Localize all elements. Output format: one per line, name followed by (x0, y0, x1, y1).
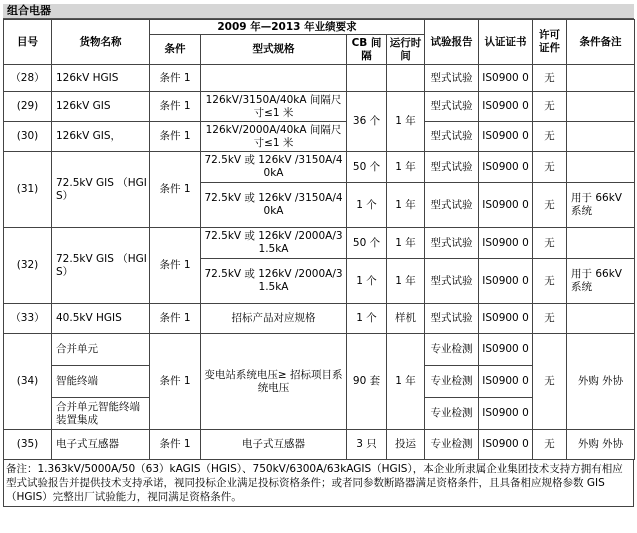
item-no: (35) (4, 430, 52, 460)
runtime: 1 年 (387, 183, 425, 228)
spec-sheet (3, 4, 634, 507)
condition-note (567, 304, 635, 334)
condition-note (567, 92, 635, 122)
test-report: 专业检测 (425, 334, 479, 366)
cb-count: 1 个 (347, 183, 387, 228)
test-report: 专业检测 (425, 366, 479, 398)
license: 无 (533, 65, 567, 92)
model-spec: 126kV/3150A/40kA 间隔尺寸≤1 米 (201, 92, 347, 122)
test-report: 型式试验 (425, 65, 479, 92)
requirements-table (3, 19, 635, 460)
license: 无 (533, 259, 567, 304)
runtime: 样机 (387, 304, 425, 334)
license: 无 (533, 334, 567, 430)
model-spec: 电子式互感器 (201, 430, 347, 460)
cb-count: 1 个 (347, 304, 387, 334)
goods-name: 126kV GIS， (52, 122, 150, 152)
model-spec: 72.5kV 或 126kV /3150A/40kA (201, 183, 347, 228)
cb-count: 36 个 (347, 92, 387, 152)
goods-name: 智能终端 (52, 366, 150, 398)
model-spec: 变电站系统电压≥ 招标项目系统电压 (201, 334, 347, 430)
item-no: （33） (4, 304, 52, 334)
goods-name: 电子式互感器 (52, 430, 150, 460)
test-report: 型式试验 (425, 304, 479, 334)
header-runtime: 运行时间 (387, 35, 425, 65)
condition: 条件 1 (150, 65, 201, 92)
model-spec (201, 65, 347, 92)
certificate: IS0900 0 (479, 183, 533, 228)
condition-note (567, 228, 635, 259)
test-report: 专业检测 (425, 398, 479, 430)
footnote: 备注：1.363kV/5000A/50（63）kAGIS（HGIS）、750kV/6300A/63kAGIS（HGIS），本企业所隶属企业集团技术支持方拥有相应型式试验报告并提供技术支持承诺，视同投标企业满足投标资格条件；或者同参数断路器满足资格条件，且具备相应规格参数 GIS（HGIS）完整出厂试验能力，视同满足资格条件。 (3, 460, 634, 507)
goods-name: 40.5kV HGIS (52, 304, 150, 334)
table-row (4, 430, 635, 460)
cb-count (347, 65, 387, 92)
cb-count: 50 个 (347, 152, 387, 183)
table-row (4, 152, 635, 183)
condition: 条件 1 (150, 122, 201, 152)
item-no: （28） (4, 65, 52, 92)
certificate: IS0900 0 (479, 366, 533, 398)
certificate: IS0900 0 (479, 398, 533, 430)
condition: 条件 1 (150, 228, 201, 304)
test-report: 专业检测 (425, 430, 479, 460)
table-row (4, 304, 635, 334)
table-row (4, 65, 635, 92)
cb-count: 3 只 (347, 430, 387, 460)
certificate: IS0900 0 (479, 430, 533, 460)
license: 无 (533, 122, 567, 152)
test-report: 型式试验 (425, 183, 479, 228)
certificate: IS0900 0 (479, 65, 533, 92)
header-model-spec: 型式规格 (201, 35, 347, 65)
test-report: 型式试验 (425, 152, 479, 183)
cb-count: 1 个 (347, 259, 387, 304)
header-condition: 条件 (150, 35, 201, 65)
certificate: IS0900 0 (479, 152, 533, 183)
runtime (387, 65, 425, 92)
condition-note (567, 152, 635, 183)
section-title: 组合电器 (3, 4, 634, 19)
condition: 条件 1 (150, 152, 201, 228)
model-spec: 72.5kV 或 126kV /2000A/31.5kA (201, 228, 347, 259)
condition: 条件 1 (150, 430, 201, 460)
license: 无 (533, 304, 567, 334)
license: 无 (533, 430, 567, 460)
test-report: 型式试验 (425, 92, 479, 122)
certificate: IS0900 0 (479, 304, 533, 334)
goods-name: 72.5kV GIS （HGIS） (52, 152, 150, 228)
condition-note: 用于 66kV 系统 (567, 259, 635, 304)
header-goods-name: 货物名称 (52, 20, 150, 65)
model-spec: 72.5kV 或 126kV /2000A/31.5kA (201, 259, 347, 304)
condition-note: 外购 外协 (567, 334, 635, 430)
license: 无 (533, 228, 567, 259)
model-spec: 72.5kV 或 126kV /3150A/40kA (201, 152, 347, 183)
condition-note (567, 122, 635, 152)
license: 无 (533, 92, 567, 122)
goods-name: 72.5kV GIS （HGIS） (52, 228, 150, 304)
table-row (4, 228, 635, 259)
condition-note (567, 65, 635, 92)
runtime: 投运 (387, 430, 425, 460)
certificate: IS0900 0 (479, 259, 533, 304)
runtime: 1 年 (387, 228, 425, 259)
condition: 条件 1 (150, 334, 201, 430)
item-no: (30) (4, 122, 52, 152)
condition-note: 用于 66kV 系统 (567, 183, 635, 228)
table-row (4, 122, 635, 152)
item-no: (29) (4, 92, 52, 122)
item-no: (34) (4, 334, 52, 430)
condition: 条件 1 (150, 92, 201, 122)
table-row (4, 334, 635, 366)
goods-name: 126kV HGIS (52, 65, 150, 92)
condition: 条件 1 (150, 304, 201, 334)
goods-name: 合并单元智能终端装置集成 (52, 398, 150, 430)
goods-name: 合并单元 (52, 334, 150, 366)
test-report: 型式试验 (425, 259, 479, 304)
license: 无 (533, 152, 567, 183)
runtime: 1 年 (387, 334, 425, 430)
test-report: 型式试验 (425, 228, 479, 259)
certificate: IS0900 0 (479, 228, 533, 259)
goods-name: 126kV GIS (52, 92, 150, 122)
header-certificate: 认证证书 (479, 20, 533, 65)
header-test-report: 试验报告 (425, 20, 479, 65)
certificate: IS0900 0 (479, 92, 533, 122)
runtime: 1 年 (387, 259, 425, 304)
certificate: IS0900 0 (479, 334, 533, 366)
cb-count: 90 套 (347, 334, 387, 430)
condition-note: 外购 外协 (567, 430, 635, 460)
header-license: 许可证件 (533, 20, 567, 65)
runtime: 1 年 (387, 92, 425, 152)
header-item-no: 目号 (4, 20, 52, 65)
header-performance-group: 2009 年—2013 年业绩要求 (150, 20, 425, 35)
item-no: (32) (4, 228, 52, 304)
cb-count: 50 个 (347, 228, 387, 259)
certificate: IS0900 0 (479, 122, 533, 152)
model-spec: 126kV/2000A/40kA 间隔尺寸≤1 米 (201, 122, 347, 152)
item-no: (31) (4, 152, 52, 228)
header-condition-note: 条件备注 (567, 20, 635, 65)
test-report: 型式试验 (425, 122, 479, 152)
header-cb-interval: CB 间隔 (347, 35, 387, 65)
model-spec: 招标产品对应规格 (201, 304, 347, 334)
license: 无 (533, 183, 567, 228)
runtime: 1 年 (387, 152, 425, 183)
table-row (4, 92, 635, 122)
